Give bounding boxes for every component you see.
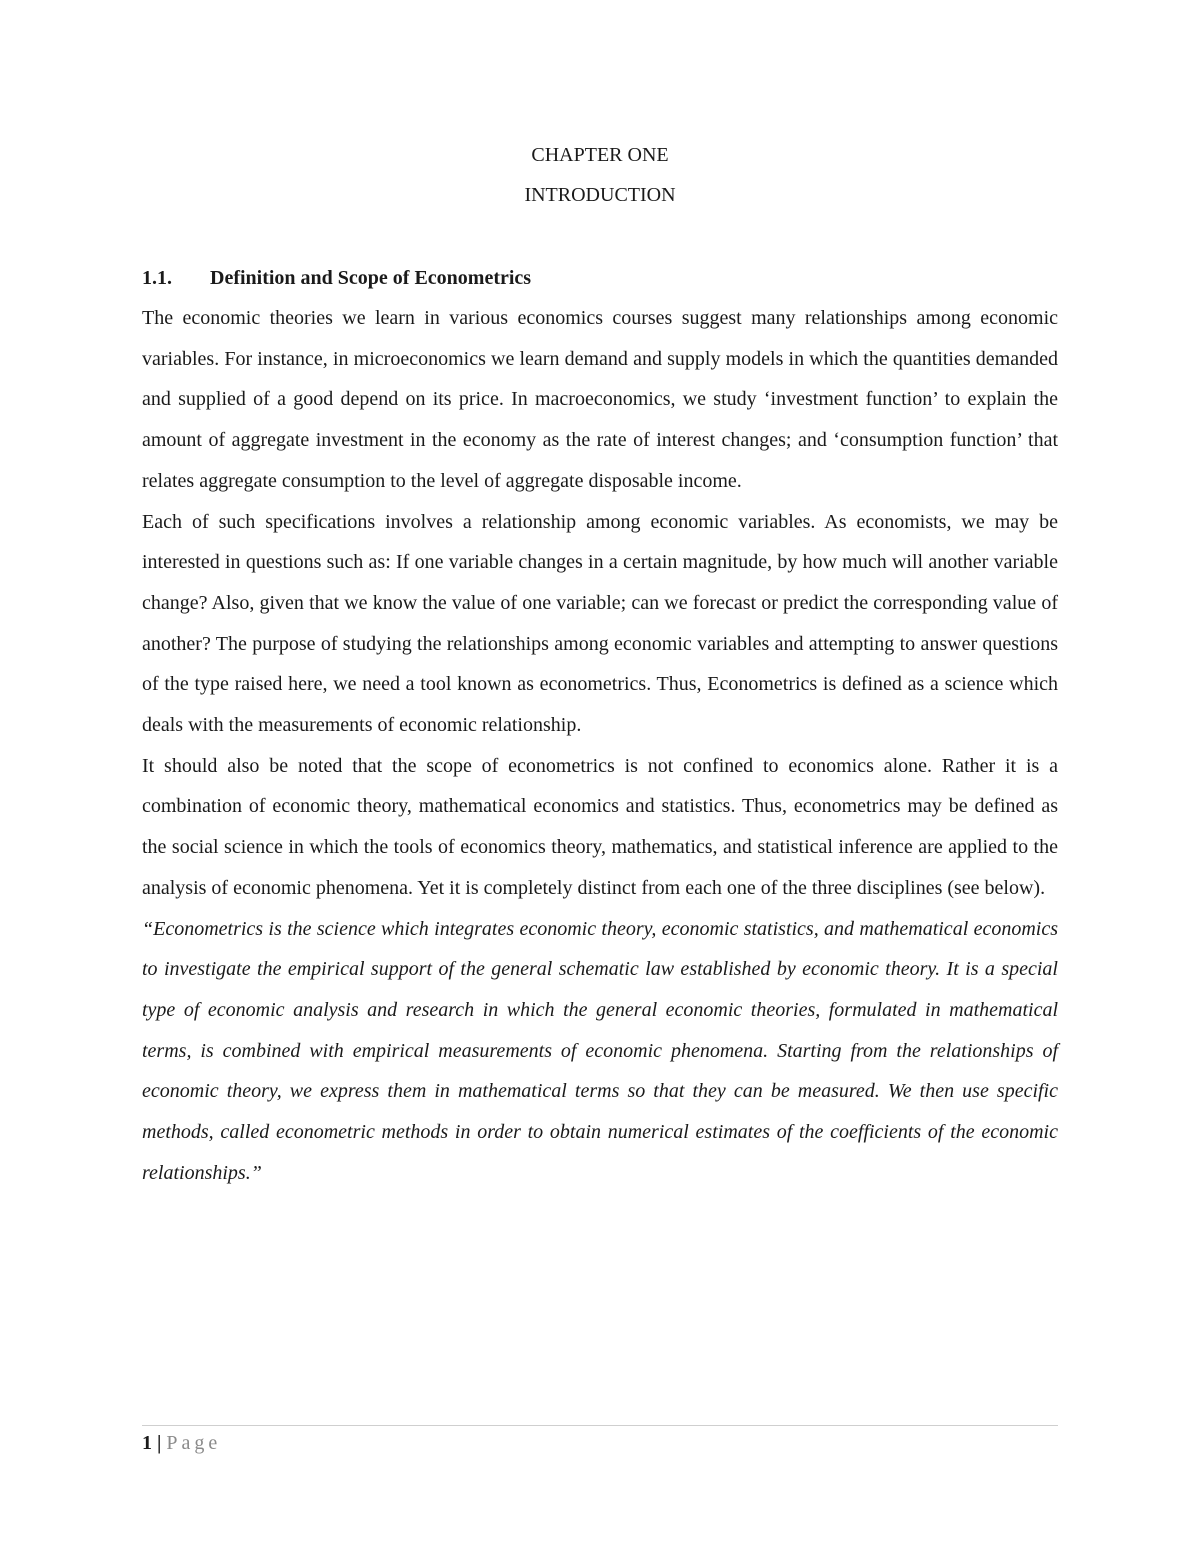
page-number: 1 <box>142 1432 152 1454</box>
page-footer <box>142 1428 221 1458</box>
chapter-title: INTRODUCTION <box>524 184 676 206</box>
section-number: 1.1. <box>142 267 172 289</box>
footer-separator: | <box>157 1432 162 1454</box>
body-text <box>142 298 1058 1193</box>
chapter-heading: CHAPTER ONE <box>531 144 669 166</box>
section-heading <box>142 258 1058 298</box>
paragraph-3: It should also be noted that the scope of econometrics is not confined to economics alone. Rather it is a combination of economic theory, mathematical economics and statistics. Thus, econometrics may be defined as the social science in which the tools of economics theory, mathematics, and statistical inference are applied to the analysis of economic phenomena. Yet it is completely distinct from each one of the three disciplines (see below). <box>142 754 1058 899</box>
page-label: Page <box>166 1432 222 1454</box>
quote-paragraph: “Econometrics is the science which integrates economic theory, economic statistics, and mathematical economics to investigate the empirical support of the general schematic law established by economic theory. It is a special type of economic analysis and research in which the general economic theories, formulated in mathematical terms, is combined with empirical measurements of economic phenomena. Starting from the relationships of economic theory, we express them in mathematical terms so that they can be measured. We then use specific methods, called econometric methods in order to obtain numerical estimates of the coefficients of the economic relationships.” <box>142 917 1058 1184</box>
footer-divider <box>142 1425 1058 1426</box>
section-title: Definition and Scope of Econometrics <box>210 267 532 289</box>
chapter-heading-block <box>142 135 1058 215</box>
paragraph-1: The economic theories we learn in various economics courses suggest many relationships among economic variables. For instance, in microeconomics we learn demand and supply models in which the quantities demanded and supplied of a good depend on its price. In macroeconomics, we study ‘investment function’ to explain the amount of aggregate investment in the economy as the rate of interest changes; and ‘consumption function’ that relates aggregate consumption to the level of aggregate disposable income. <box>142 307 1058 492</box>
paragraph-2: Each of such specifications involves a relationship among economic variables. As economists, we may be interested in questions such as: If one variable changes in a certain magnitude, by how much will another variable change? Also, given that we know the value of one variable; can we forecast or predict the corresponding value of another? The purpose of studying the relationships among economic variables and attempting to answer questions of the type raised here, we need a tool known as econometrics. Thus, Econometrics is defined as a science which deals with the measurements of economic relationship. <box>142 510 1058 737</box>
